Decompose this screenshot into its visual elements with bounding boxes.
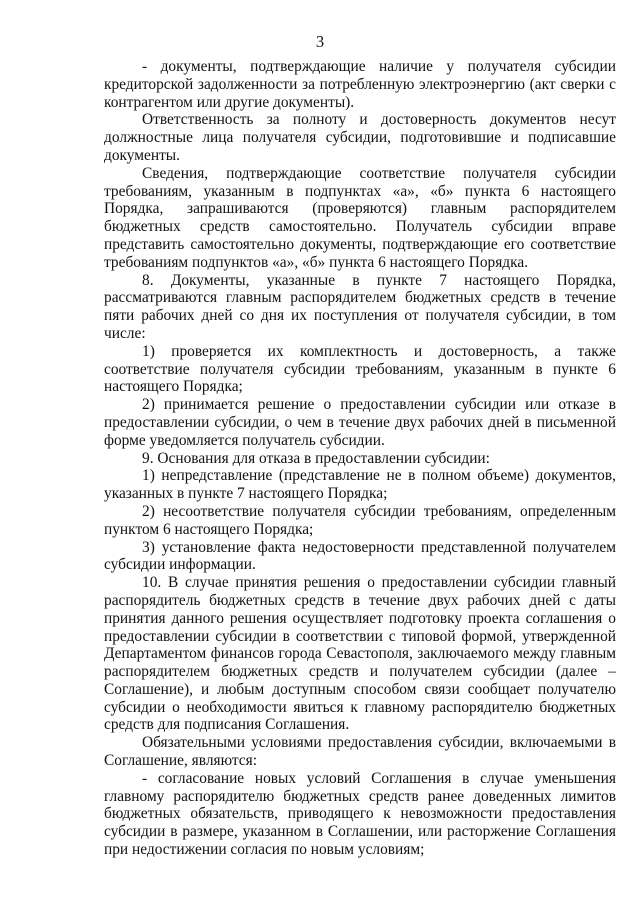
paragraph-clause-9: 9. Основания для отказа в предоставлении субсидии: [142,449,490,467]
paragraph-clause-8: 8. Документы, указанные в пункте 7 настоящего Порядка, рассматриваются главным распорядителем бюджетных средств в течение пяти рабочих дней со дня их поступления от получателя субсидии, в том числе: [104,271,616,342]
paragraph-clause-9-item-1: 1) непредставление (представление не в полном объеме) документов, указанных в пункте 7 настоящего Порядка; [104,467,616,503]
paragraph-clause-8-item-2: 2) принимается решение о предоставлении субсидии или отказе в предоставлении субсидии, о чем в течение двух рабочих дней в письменной форме уведомляется получатель субсидии. [104,396,616,449]
paragraph-information-requests: Сведения, подтверждающие соответствие получателя субсидии требованиям, указанным в подпунктах «а», «б» пункта 6 настоящего Порядка, запрашиваются (проверяются) главным распорядителем бюджетных средств самостоятельно. Получатель субсидии вправе представить самостоятельно документы, подтверждающие его соответствие требованиям подпунктов «а», «б» пункта 6 настоящего Порядка. [104,164,616,271]
paragraph-debt-documents: - документы, подтверждающие наличие у получателя субсидии кредиторской задолженности за потребленную электроэнергию (акт сверки с контрагентом или другие документы). [104,58,616,111]
paragraph-clause-8-item-1: 1) проверяется их комплектность и достоверность, а также соответствие получателя субсидии требованиям, указанным в пункте 6 настоящего Порядка; [104,342,616,396]
page-number: 3 [315,32,325,51]
document-body [104,58,616,859]
paragraph-condition-new-terms: - согласование новых условий Соглашения в случае уменьшения главному распорядителю бюджетных средств ранее доведенных лимитов бюджетных обязательств, приводящего к невозможности предоставления субсидии в размере, указанном в Соглашении, или расторжение Соглашения при недостижении согласия по новым условиям; [104,769,616,859]
paragraph-clause-9-item-3: 3) установление факта недостоверности представленной получателем субсидии информации. [104,538,616,574]
paragraph-responsibility: Ответственность за полноту и достоверность документов несут должностные лица получателя субсидии, подготовившие и подписавшие документы. [104,111,616,164]
paragraph-clause-10: 10. В случае принятия решения о предоставлении субсидии главный распорядитель бюджетных средств в течение двух рабочих дней с даты принятия данного решения осуществляет подготовку проекта соглашения о предоставлении субсидии в соответствии с типовой формой, утвержденной Департаментом финансов города Севастополя, заключаемого между главным распорядителем бюджетных средств и получателем субсидии (далее – Соглашение), и любым доступным способом связи сообщает получателю субсидии о необходимости явиться к главному распорядителю бюджетных средств для подписания Соглашения. [104,574,616,734]
paragraph-mandatory-conditions: Обязательными условиями предоставления субсидии, включаемыми в Соглашение, являются: [104,734,616,770]
paragraph-clause-9-item-2: 2) несоответствие получателя субсидии требованиям, определенным пунктом 6 настоящего Порядка; [104,502,616,538]
